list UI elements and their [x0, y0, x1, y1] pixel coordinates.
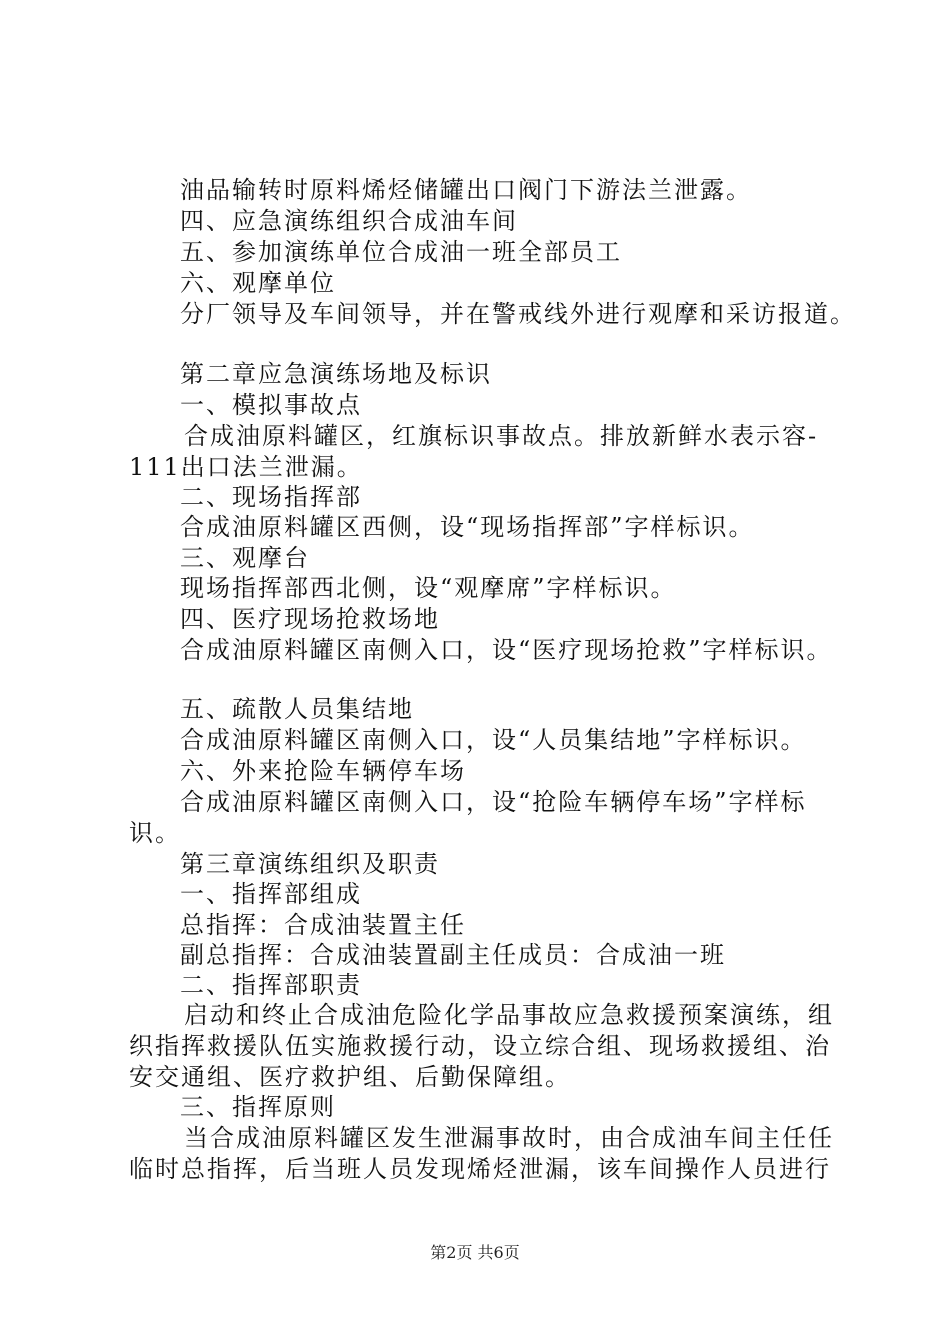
paragraph-line: 合成油原料罐区南侧入口，设“医疗现场抢救”字样标识。 [180, 636, 833, 664]
paragraph-line: 分厂领导及车间领导，并在警戒线外进行观摩和采访报道。 [180, 300, 856, 328]
section-heading: 五、疏散人员集结地 [180, 695, 414, 723]
section-heading: 二、现场指挥部 [180, 483, 362, 511]
paragraph-line: 合成油原料罐区西侧，设“现场指挥部”字样标识。 [180, 513, 755, 541]
paragraph-line: 合成油原料罐区南侧入口，设“人员集结地”字样标识。 [180, 726, 807, 754]
chapter-heading: 第二章应急演练场地及标识 [180, 360, 492, 388]
chapter-heading: 第三章演练组织及职责 [180, 850, 440, 878]
section-heading: 五、参加演练单位合成油一班全部员工 [180, 238, 622, 266]
section-heading: 四、医疗现场抢救场地 [180, 605, 440, 633]
paragraph-line: 织指挥救援队伍实施救援行动，设立综合组、现场救援组、治 [129, 1032, 831, 1060]
page-number-footer: 第2页 共6页 [430, 1243, 520, 1262]
paragraph-line: 合成油原料罐区南侧入口，设“抢险车辆停车场”字样标 [180, 788, 807, 816]
section-heading: 四、应急演练组织合成油车间 [180, 207, 518, 235]
section-heading: 一、模拟事故点 [180, 391, 362, 419]
paragraph-line: 当合成油原料罐区发生泄漏事故时，由合成油车间主任任 [184, 1124, 834, 1152]
section-heading: 三、指挥原则 [180, 1093, 336, 1121]
paragraph-line: 临时总指挥，后当班人员发现烯烃泄漏，该车间操作人员进行 [129, 1155, 831, 1183]
paragraph-line: 安交通组、医疗救护组、后勤保障组。 [129, 1063, 571, 1091]
section-heading: 三、观摩台 [180, 544, 310, 572]
paragraph-line: 111出口法兰泄漏。 [129, 453, 363, 481]
section-heading: 二、指挥部职责 [180, 971, 362, 999]
section-heading: 六、观摩单位 [180, 269, 336, 297]
section-heading: 六、外来抢险车辆停车场 [180, 757, 466, 785]
paragraph-line: 油品输转时原料烯烃储罐出口阀门下游法兰泄露。 [180, 176, 752, 204]
paragraph-line: 合成油原料罐区，红旗标识事故点。排放新鲜水表示容- [184, 422, 819, 450]
paragraph-line: 副总指挥：合成油装置副主任成员：合成油一班 [180, 941, 726, 969]
paragraph-line: 现场指挥部西北侧，设“观摩席”字样标识。 [180, 574, 677, 602]
paragraph-line: 识。 [129, 819, 181, 847]
section-heading: 一、指挥部组成 [180, 880, 362, 908]
paragraph-line: 启动和终止合成油危险化学品事故应急救援预案演练，组 [184, 1001, 834, 1029]
paragraph-line: 总指挥：合成油装置主任 [180, 911, 466, 939]
